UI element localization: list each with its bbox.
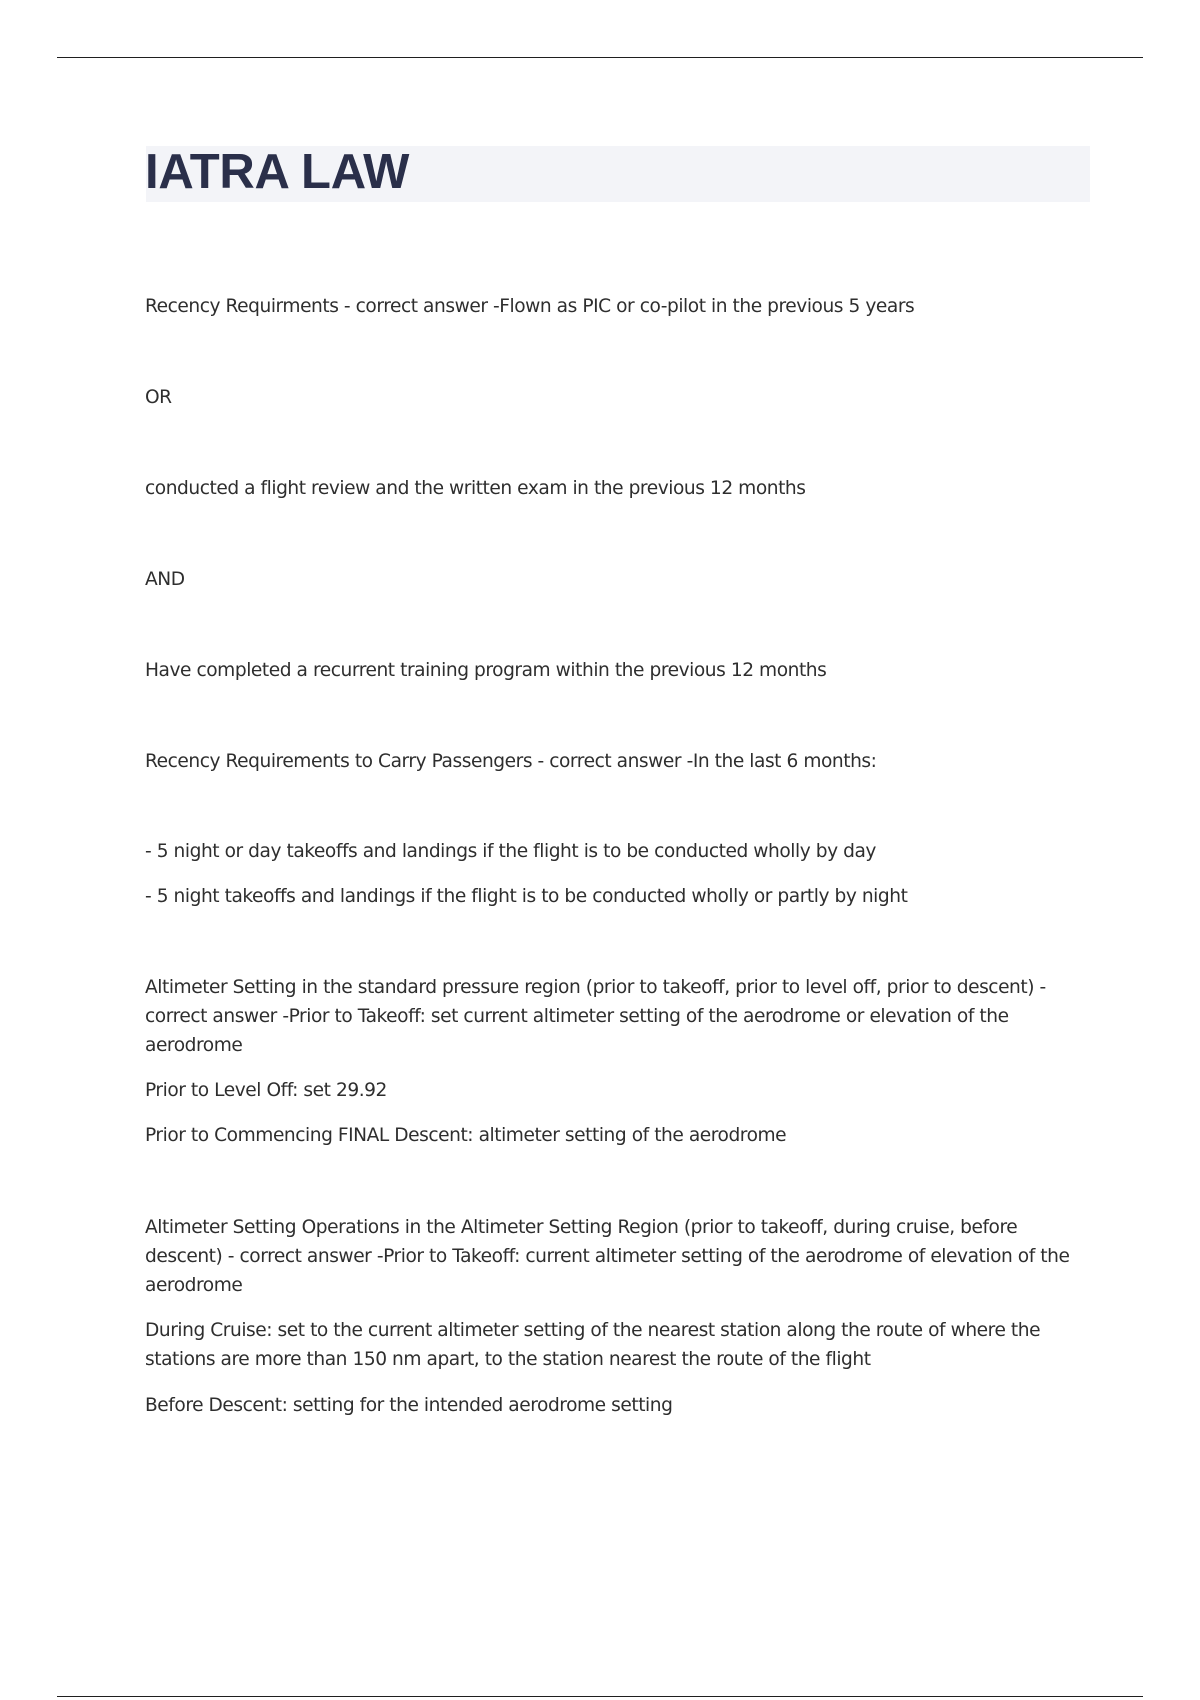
paragraph-altimeter-setting-region: Altimeter Setting Operations in the Altimeter Setting Region (prior to takeoff, during cruise, before descent) - correct answer -Prior to Takeoff: current altimeter setting of the aerodrome of elevation of the aerodrome — [145, 1217, 1070, 1296]
paragraph-recency-requirements: Recency Requirments - correct answer -Flown as PIC or co-pilot in the previous 5 years — [145, 296, 915, 317]
paragraph-or: OR — [145, 387, 172, 408]
paragraph-during-cruise: During Cruise: set to the current altimeter setting of the nearest station along the route of where the stations are more than 150 nm apart, to the station nearest the route of the flight — [145, 1320, 1041, 1370]
header-rule — [57, 57, 1143, 58]
list-item-day-takeoffs: - 5 night or day takeoffs and landings if the flight is to be conducted wholly by day — [145, 841, 876, 862]
paragraph-recurrent-training: Have completed a recurrent training program within the previous 12 months — [145, 660, 827, 681]
paragraph-level-off: Prior to Level Off: set 29.92 — [145, 1080, 387, 1101]
footer-rule — [57, 1696, 1143, 1697]
paragraph-final-descent: Prior to Commencing FINAL Descent: altimeter setting of the aerodrome — [145, 1125, 787, 1146]
paragraph-carry-passengers: Recency Requirements to Carry Passengers - correct answer -In the last 6 months: — [145, 751, 877, 772]
document-title: IATRA LAW — [145, 145, 410, 199]
paragraph-and: AND — [145, 569, 185, 590]
paragraph-before-descent: Before Descent: setting for the intended aerodrome setting — [145, 1395, 673, 1416]
paragraph-altimeter-standard-pressure: Altimeter Setting in the standard pressure region (prior to takeoff, prior to level off, prior to descent) - correct answer -Prior to Takeoff: set current altimeter setting of the aerodrome or elevation of the aerodrome — [145, 977, 1046, 1056]
list-item-night-takeoffs: - 5 night takeoffs and landings if the flight is to be conducted wholly or partly by night — [145, 886, 908, 907]
paragraph-flight-review: conducted a flight review and the written exam in the previous 12 months — [145, 478, 806, 499]
